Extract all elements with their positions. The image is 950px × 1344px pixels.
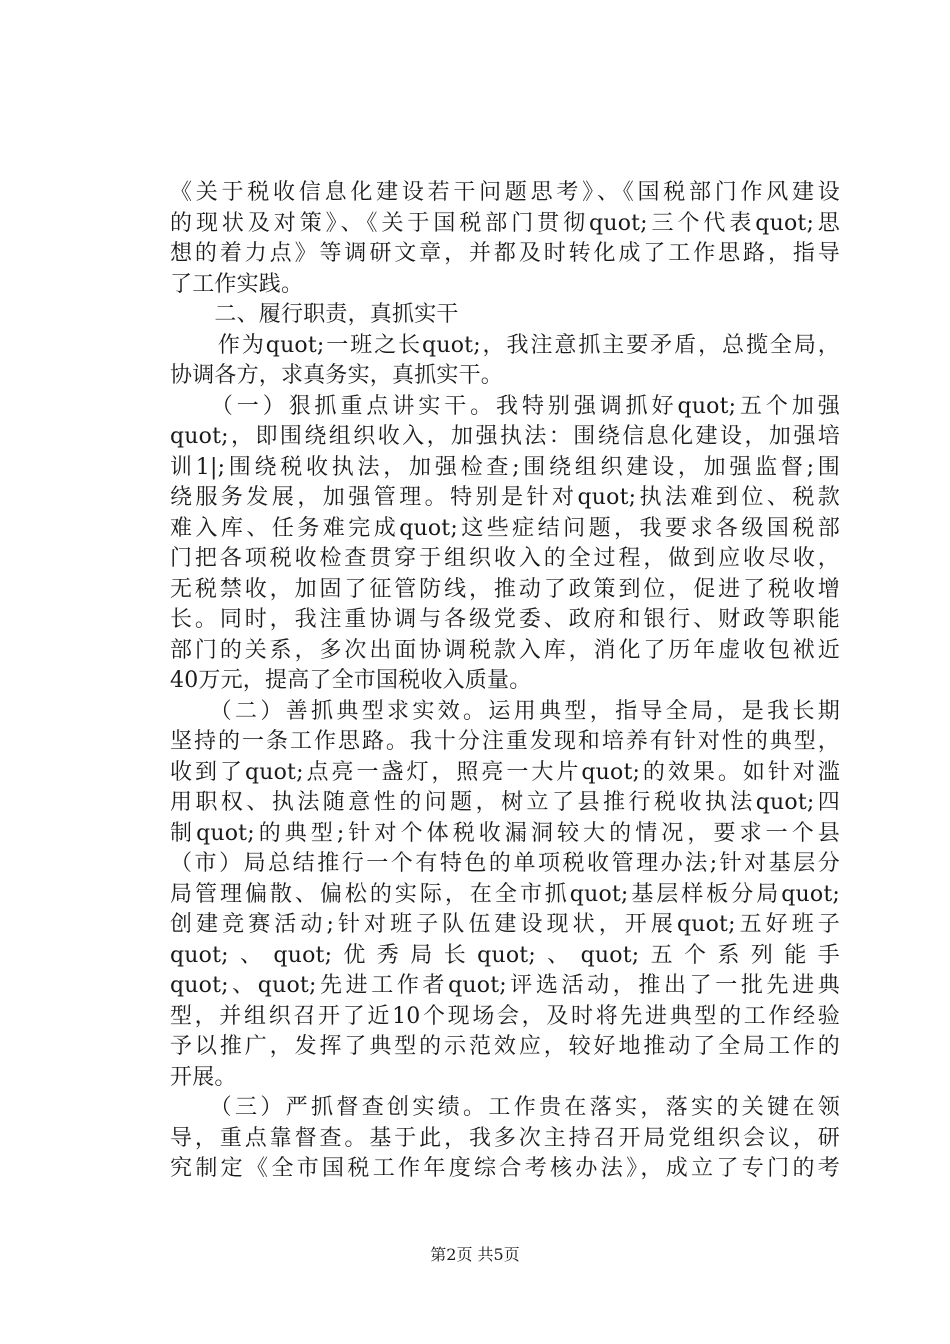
text-line: 收到了quot;点亮一盏灯，照亮一大片quot;的效果。如针对滥 (170, 759, 840, 785)
text-line: quot;，即围绕组织收入，加强执法：围绕信息化建设，加强培 (170, 424, 840, 449)
text-line: 想的着力点》等调研文章，并都及时转化成了工作思路，指导 (170, 241, 840, 266)
text-line: 型，并组织召开了近10个现场会，及时将先进典型的工作经验 (170, 1003, 840, 1029)
text-line: 协调各方，求真务实，真抓实干。 (170, 363, 504, 388)
text-line: 作为quot;一班之长quot;，我注意抓主要矛盾，总揽全局， (170, 332, 840, 358)
text-line: 究制定《全市国税工作年度综合考核办法》，成立了专门的考 (170, 1156, 840, 1181)
text-line: 制quot;的典型;针对个体税收漏洞较大的情况，要求一个县 (170, 820, 840, 846)
text-line: 门把各项税收检查贯穿于组织收入的全过程，做到应收尽收， (170, 546, 840, 571)
text-line: 开展。 (170, 1064, 237, 1090)
document-body (170, 178, 840, 1185)
text-line: quot;、quot;先进工作者quot;评选活动，推出了一批先进典 (170, 973, 840, 998)
text-line: quot;、quot;优秀局长quot;、quot;五个系列能手 (170, 942, 840, 968)
text-line: 用职权、执法随意性的问题，树立了县推行税收执法quot;四 (170, 790, 840, 815)
text-line: 予以推广，发挥了典型的示范效应，较好地推动了全局工作的 (170, 1034, 840, 1059)
text-line: 长。同时，我注重协调与各级党委、政府和银行、财政等职能 (170, 607, 840, 632)
text-line: 《关于税收信息化建设若干问题思考》、《国税部门作风建设 (170, 180, 840, 205)
text-line: 的现状及对策》、《关于国税部门贯彻quot;三个代表quot;思 (170, 210, 840, 236)
text-line: （一）狠抓重点讲实干。我特别强调抓好quot;五个加强 (170, 393, 840, 419)
text-line: 局管理偏散、偏松的实际，在全市抓quot;基层样板分局quot; (170, 881, 840, 907)
section-heading: 二、履行职责，真抓实干 (170, 302, 459, 327)
text-line: 40万元，提高了全市国税收入质量。 (170, 668, 532, 693)
text-line: 导，重点靠督查。基于此，我多次主持召开局党组织会议，研 (170, 1125, 840, 1151)
text-line: 训1|;围绕税收执法，加强检查;围绕组织建设，加强监督;围 (170, 454, 840, 480)
text-line: 无税禁收，加固了征管防线，推动了政策到位，促进了税收增 (170, 576, 840, 602)
text-line: （三）严抓督查创实绩。工作贵在落实，落实的关键在领 (170, 1095, 840, 1120)
text-line: 坚持的一条工作思路。我十分注重发现和培养有针对性的典型， (170, 729, 840, 754)
text-line: 部门的关系，多次出面协调税款入库，消化了历年虚收包袱近 (170, 637, 840, 663)
text-line: （市）局总结推行一个有特色的单项税收管理办法;针对基层分 (170, 851, 840, 876)
text-line: 难入库、任务难完成quot;这些症结问题，我要求各级国税部 (170, 515, 840, 541)
text-line: 创建竞赛活动;针对班子队伍建设现状，开展quot;五好班子 (170, 912, 840, 937)
page-footer: 第2页 共5页 (430, 1245, 520, 1264)
text-line: 了工作实践。 (170, 271, 304, 297)
text-line: （二）善抓典型求实效。运用典型，指导全局，是我长期 (170, 698, 840, 724)
text-line: 绕服务发展，加强管理。特别是针对quot;执法难到位、税款 (170, 485, 840, 510)
